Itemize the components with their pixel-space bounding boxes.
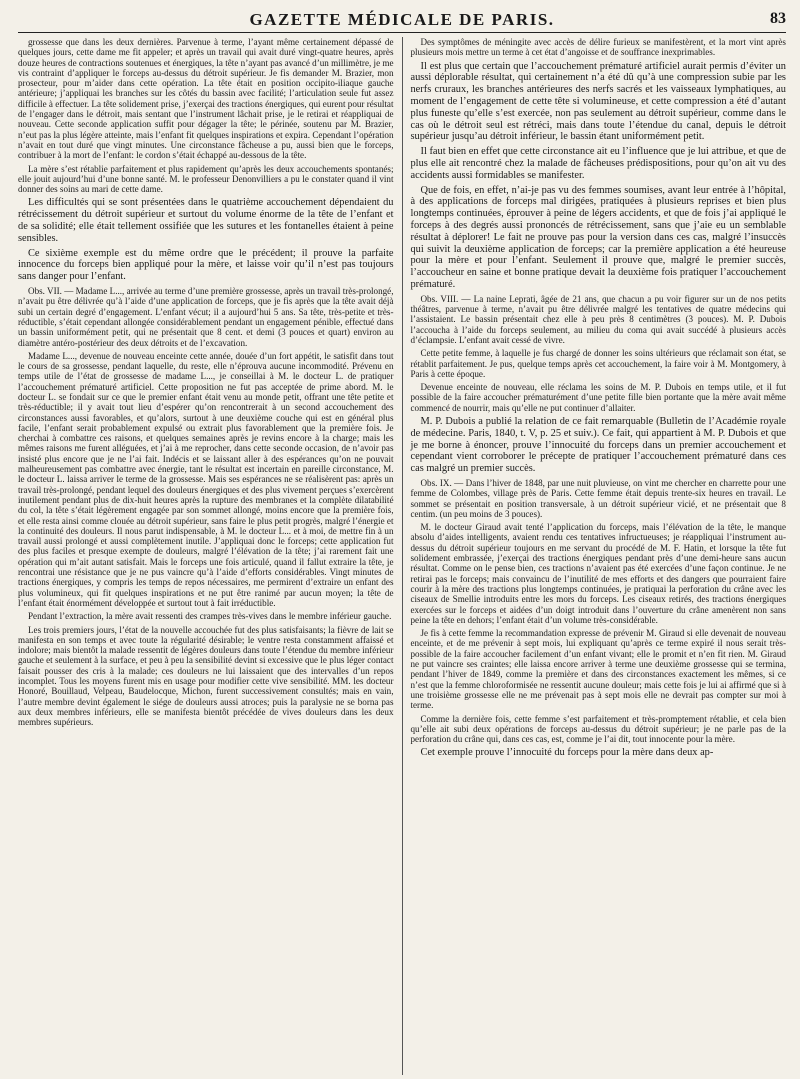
paragraph: Cet exemple prouve l’innocuité du forceps pour la mère dans deux ap- [420,747,714,759]
paragraph: Il est plus que certain que l’accouchement prématuré artificiel aurait permis d’éviter un aussi déplorable résultat, qui certainement n’a été dû qu’à une compression subie par les nerfs cruraux, les branches antérieures des nerfs sacrés et les vaisseaux lymphatiques, au moment de l’engagement de cette tête si volumineuse, et cette compression a été d’autant plus funeste qu’elle s’est exercée, non pas seulement au détroit supérieur, comme dans le cas où le détroit seul est rétréci, mais dans toute l’étendue du canal, depuis le détroit supérieur jusqu’au détroit inférieur, le bassin étant uniformément petit. [410,60,786,143]
right-column [410,37,786,1075]
paragraph: grossesse que dans les deux dernières. Parvenue à terme, l’ayant même certainement dépassé de quelques jours, cette dame me fit appeler; et après un travail qui avait duré vingt-quatre heures, après douze heures de contractions soutenues et énergiques, la tête n’ayant pas avancé d’un millimètre, je me vis contraint d’appliquer le forceps au-dessus du détroit supérieur. Je fis demander M. Brazier, mon prosecteur, pour m’aider dans cette opération. La tête était en position occipito-iliaque gauche antérieure; j’appliquai les branches sur les côtés du bassin avec facilité; l’articulation seule fut assez difficile à effectuer. La tête solidement prise, j’exerçai des tractions énergiques, qui eurent pour résultat de l’engager dans le détroit, mais sentant que l’instrument lâchait prise, je le retirai et réappliquai de nouveau. Cette seconde application suffit pour dégager la tête; le périnée, soutenu par M. Brazier, n’eut pas la plus légère atteinte, mais l’enfant fit quelques inspirations et expira. Cependant l’opération n’avait en tout duré que vingt minutes. Une circonstance fâcheuse a pu, aussi bien que le forceps, contribuer à la mort de l’enfant: le cordon s’était échappé au-dessous de la tête. [18,37,394,161]
text-columns [18,37,786,1075]
left-column [18,37,394,1075]
paragraph: Des symptômes de méningite avec accès de délire furieux se manifestèrent, et la mort vint après plusieurs mois mettre un terme à cet état d’angoisse et de souffrance inexprimables. [410,37,786,58]
paragraph: Comme la dernière fois, cette femme s’est parfaitement et très-promptement rétablie, et cela bien qu’elle ait subi deux opérations de forceps au-dessus du détroit supérieur; je ne parle pas de la perforation du crâne qui, dans ces cas, est, comme je l’ai dit, tout innocente pour la mère. [410,713,786,745]
paragraph: Je fis à cette femme la recommandation expresse de prévenir M. Giraud si elle devenait de nouveau enceinte, et de me prévenir à sept mois, lui expliquant qu’après ce terme expiré il nous serait très-possible de la faire accoucher facilement d’un enfant vivant; elle le promit et n’en fit rien. M. Giraud ne put vaincre ses craintes; elle laissa encore arriver à terme une deuxième grossesse qui se termina, pendant l’hiver de 1849, comme la première et dans des circonstances exactement les mêmes, si ce n’est que la femme chloroformisée ne ressentit aucune douleur; mais cette fois je lui ai affirmé que si à une troisième grossesse elle ne me prévenait pas à sept mois elle ne devrait pas compter sur moi à terme. [410,628,786,711]
page-number: 83 [770,10,786,27]
paragraph: Ce sixième exemple est du même ordre que le précédent; il prouve la parfaite innocence du forceps bien appliqué pour la mère, et laisse voir qu’il n’est pas toujours sans danger pour l’enfant. [18,247,394,283]
paragraph: Cette petite femme, à laquelle je fus chargé de donner les soins ultérieurs que réclamait son état, se rétablit parfaitement. Je pus, quelque temps après cet accouchement, la faire voir à M. Montgomery, à Paris à cette époque. [410,348,786,379]
paragraph: La mère s’est rétablie parfaitement et plus rapidement qu’après les deux accouchements spontanés; elle jouit aujourd’hui d’une bonne santé. M. le professeur Denonvilliers a pu le constater quand il vint donner des soins au mari de cette dame. [18,163,394,195]
paragraph: M. P. Dubois a publié la relation de ce fait remarquable (Bulletin de l’Académie royale de médecine. Paris, 1840, t. V, p. 25 et suiv.). Ce fait, qui appartient à M. P. Dubois et que je me borne à énoncer, prouve l’innocuité du forceps dans un premier accouchement et cependant vient corroborer le précepte de pratiquer l’accouchement prématuré dans ces cas malgré un premier succès. [410,416,786,475]
paragraph: Madame L..., devenue de nouveau enceinte cette année, douée d’un fort appétit, le satisfit dans tout le cours de sa grossesse, pendant laquelle, du reste, elle n’éprouva aucune incommodité. Prévenu en temps utile de l’état de grossesse de madame L..., je conseillai à M. le docteur L. de pratiquer l’accouchement prématuré artificiel. Cette proposition ne fut pas acceptée de prime abord. M. le docteur L. se fondait sur ce que le premier enfant était venu au monde petit, offrant une tête petite et très-réductible; il y avait tout lieu d’espérer qu’on rencontrerait à un second accouchement des circonstances aussi favorables, et qu’alors, surtout à une deuxième couche qui est en général plus facile, l’enfant serait probablement expulsé ou extrait plus favorablement que la première fois. Je cherchai à combattre ces raisons, et quelques semaines après je revins encore à la charge; mais les mêmes raisons me furent alléguées, et j’ai à me reprocher, dans cette seconde occasion, de n’avoir pas insisté plus encore que je ne l’ai fait. Indécis et se laissant aller à des espérances qu’on ne pouvait malheureusement pas combattre avec énergie, tant le résultat est incertain en pareille circonstance, M. le docteur L. laissa arriver le terme de la grossesse. Mais ses espérances ne se réalisèrent pas: après un travail très-prolongé, pendant lequel des douleurs énergiques et des plus vivement perçues s’exercèrent inutilement pendant plus de dix-huit heures après la rupture des membranes et la complète dilatabilité du col, la tête s’était légèrement engagée par son sommet allongé, moins encore que la première fois, et elle resta ainsi comme clouée au détroit supérieur, sans faire le plus petit progrès, malgré l’énergie et la continuité des douleurs. Il nous parut indispensable, à M. le docteur L... et à moi, de mettre fin à un travail aussi prolongé et aussi complètement inutile. J’appliquai donc le forceps; cette application fut des plus faciles et presque exempte de douleurs, malgré l’élévation de la tête; j’ai rarement fait une opération qui m’ait autant satisfait. Mais le forceps une fois articulé, quand il fallut extraire la tête, je rencontrai une résistance que je ne pus vaincre qu’à l’aide d’efforts considérables. Vingt minutes de tractions énergiques, y compris les temps de repos nécessaires, me permirent d’extraire un enfant des plus volumineux, qui fit quelques inspirations et ne put être ranimé par aucun moyen; la tête de l’enfant était énormément développée et surtout tout à fait irréductible. [18,350,394,608]
journal-title: GAZETTE MÉDICALE DE PARIS. [249,10,555,29]
paragraph: Pendant l’extraction, la mère avait ressenti des crampes très-vives dans le membre inférieur gauche. [28,611,392,622]
page-header [18,6,786,33]
paragraph: Obs. IX. — Dans l’hiver de 1848, par une nuit pluvieuse, on vint me chercher en charrette pour une femme de Colombes, village près de Paris. Cette femme était depuis trente-six heures en travail. Le sommet se présentait en position transversale, à un détroit supérieur vicié, et ne présentait que 8 centim. (un peu moins de 3 pouces). [410,477,786,519]
paragraph: Les difficultés qui se sont présentées dans le quatrième accouchement dépendaient du rétrécissement du détroit supérieur et surtout du volume énorme de la tête de l’enfant et de sa solidité; elle était tellement ossifiée que les sutures et les fontanelles étaient à peine sensibles. [18,197,394,244]
paragraph: M. le docteur Giraud avait tenté l’application du forceps, mais l’élévation de la tête, le manque absolu d’aides intelligents, avaient rendu ces tentatives infructueuses; je réappliquai l’instrument au-dessus du détroit supérieur toujours en me servant du procédé de M. F. Hatin, et lorsque la tête fut solidement embrassée, j’exerçai des tractions énergiques pendant près d’une demi-heure sans aucun résultat. Comme on le pense bien, ces tractions n’avaient pas été exercées d’une façon continue. Je ne retirai pas le forceps; mais convaincu de l’inutilité de mes efforts et des dangers que pourraient faire courir à la mère des tractions plus longtemps continuées, je pratiquai la perforation du crâne avec les ciseaux de Smellie introduits entre les mors du forceps. Les ciseaux retirés, des tractions énergiques exercées sur le forceps et aidées d’un doigt introduit dans l’ouverture du crâne amenèrent non sans peine la tête en dehors; l’enfant était d’un volume très-considérable. [410,522,786,625]
paragraph: Obs. VII. — Madame L..., arrivée au terme d’une première grossesse, après un travail très-prolongé, n’avait pu être délivrée qu’à l’aide d’une application de forceps, que je fis après que la tête avait déjà subi un certain degré d’engagement. L’enfant vécut; il a aujourd’hui 5 ans. Sa tête, très-petite et très-réductible, s’était cependant allongée considérablement pendant un engagement pénible, effectué dans un bassin uniformément petit, qui ne présentait que 8 cent. et demi (3 pouces et quart) environ au diamètre antéro-postérieur des deux détroits et de l’excavation. [18,286,394,348]
paragraph: Que de fois, en effet, n’ai-je pas vu des femmes soumises, avant leur entrée à l’hôpital, à des applications de forceps mal dirigées, pratiquées à plusieurs reprises et bien plus longtemps continuées, éprouver à peine de légers accidents, et que de fois j’ai appliqué le forceps à des degrés aussi prononcés de rétrécissement, sans que j’aie eu un semblable résultat à déplorer! Le fait ne prouve pas pour la version dans ces cas, malgré l’insuccès qui suivit la deuxième application de forceps; car la première application a été heureuse pour la mère et pour l’enfant. Seulement il prouve que, malgré le premier succès, l’accoucheur en saine et bonne pratique devait la deuxième fois pratiquer l’accouchement prématuré. [410,184,786,290]
paragraph: Il faut bien en effet que cette circonstance ait eu l’influence que je lui attribue, et que de plus elle ait rencontré chez la malade de fâcheuses prédispositions, pour qu’on ait vu des accidents aussi formidables se manifester. [410,146,786,181]
paragraph: Les trois premiers jours, l’état de la nouvelle accouchée fut des plus satisfaisants; la fièvre de lait se manifesta en son temps et avec toute la régularité désirable; le ventre resta constamment affaissé et indolore; mais bientôt la malade ressentit de légères douleurs dans toute l’étendue du membre inférieur gauche et seulement à la surface, et peu à peu la sensibilité devint si excessive que le plus léger contact faisait pousser des cris à la malade; ces douleurs ne lui laissaient que des intervalles d’un repos incomplet. Tous les moyens furent mis en usage pour modifier cette vive sensibilité. MM. les docteur Honoré, Bouillaud, Velpeau, Baudelocque, Michon, furent successivement consultés; mais en vain, l’autre membre devint également le siége de douleurs aussi atroces; puis la paralysie ne se borna pas aux deux membres inférieurs, elle se manifesta bientôt précédée de vives douleurs dans les deux membres supérieurs. [18,624,394,728]
paragraph: Obs. VIII. — La naine Leprati, âgée de 21 ans, que chacun a pu voir figurer sur un de nos petits théâtres, parvenue à terme, n’avait pu être délivrée malgré les tentatives de quatre médecins qui l’assistaient. Le bassin présentait chez elle à peu près 8 centimètres (3 pouces). M. P. Dubois l’accoucha à l’aide du forceps seulement, au milieu du coma qui avait succédé à plusieurs accès d’éclampsie. L’enfant avait cessé de vivre. [410,293,786,345]
column-divider [402,37,403,1075]
paragraph: Devenue enceinte de nouveau, elle réclama les soins de M. P. Dubois en temps utile, et il fut possible de la faire accoucher prématurément d’une petite fille bien portante que la mère avait même commencé de nourrir, mais qu’elle ne put continuer d’allaiter. [410,382,786,413]
